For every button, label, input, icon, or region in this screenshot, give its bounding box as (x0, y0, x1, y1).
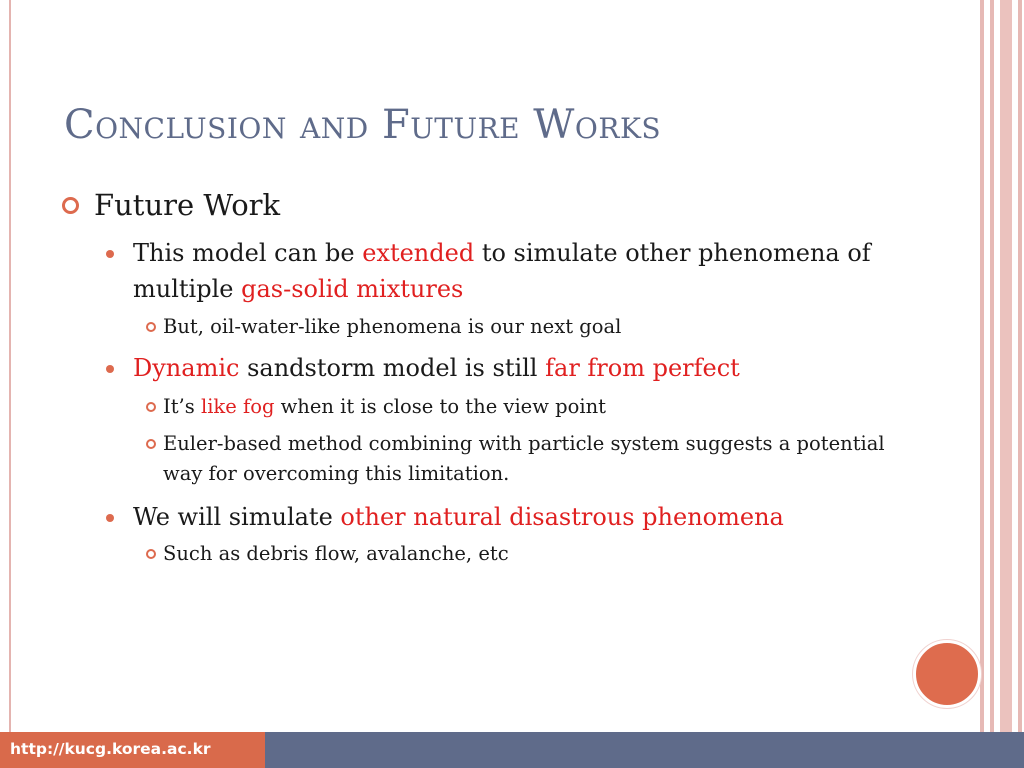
footer-url-link[interactable]: http://kucg.korea.ac.kr (10, 740, 211, 758)
bullet-item (106, 499, 968, 535)
highlight-text: far from perfect (545, 354, 740, 382)
text-segment: But, oil-water-like phenomena is our next goal (163, 315, 622, 338)
decorative-circle (913, 640, 981, 708)
highlight-text: like fog (200, 395, 275, 418)
sub-bullet-item (146, 429, 923, 489)
ring-bullet-icon (146, 322, 156, 332)
sub-bullet-text (163, 539, 923, 569)
text-segment: We will simulate (133, 503, 341, 531)
bullet-text (133, 499, 968, 535)
decorative-stripe (990, 0, 994, 732)
left-border-line (9, 0, 11, 732)
ring-bullet-icon (62, 197, 79, 214)
text-segment: when it is close to the view point (274, 395, 606, 418)
text-segment: This model can be (133, 239, 363, 267)
decorative-stripe (980, 0, 984, 732)
sub-bullet-item (146, 392, 923, 422)
dot-bullet-icon (106, 514, 114, 522)
decorative-stripe (1000, 0, 1012, 732)
sub-bullet-item (146, 539, 923, 569)
sub-bullet-item (146, 312, 923, 342)
slide-title: Conclusion and Future Works (64, 102, 662, 148)
bullet-text (133, 350, 968, 386)
ring-bullet-icon (146, 439, 156, 449)
text-segment: sandstorm model is still (239, 354, 546, 382)
dot-bullet-icon (106, 365, 114, 373)
decorative-stripe (1018, 0, 1022, 732)
bullet-item (106, 235, 968, 307)
bullet-item (106, 350, 968, 386)
sub-bullet-text (163, 429, 923, 489)
ring-bullet-icon (146, 549, 156, 559)
sub-bullet-text (163, 392, 923, 422)
text-segment: to simulate other phenomena of multiple (133, 239, 871, 303)
heading-bullet-item (62, 188, 280, 222)
text-segment: It’s (163, 395, 201, 418)
sub-bullet-text (163, 312, 923, 342)
highlight-text: gas-solid mixtures (241, 275, 464, 303)
footer-left-bar (0, 732, 265, 768)
dot-bullet-icon (106, 250, 114, 258)
footer-right-bar (265, 732, 1024, 768)
highlight-text: other natural disastrous phenomena (340, 503, 784, 531)
ring-bullet-icon (146, 402, 156, 412)
text-segment: Such as debris flow, avalanche, etc (163, 542, 509, 565)
bullet-text (133, 235, 968, 307)
heading-text: Future Work (94, 188, 281, 222)
highlight-text: extended (362, 239, 475, 267)
highlight-text: Dynamic (133, 354, 240, 382)
text-segment: Euler-based method combining with particle system suggests a potential way for overcoming this limitation. (163, 432, 885, 485)
